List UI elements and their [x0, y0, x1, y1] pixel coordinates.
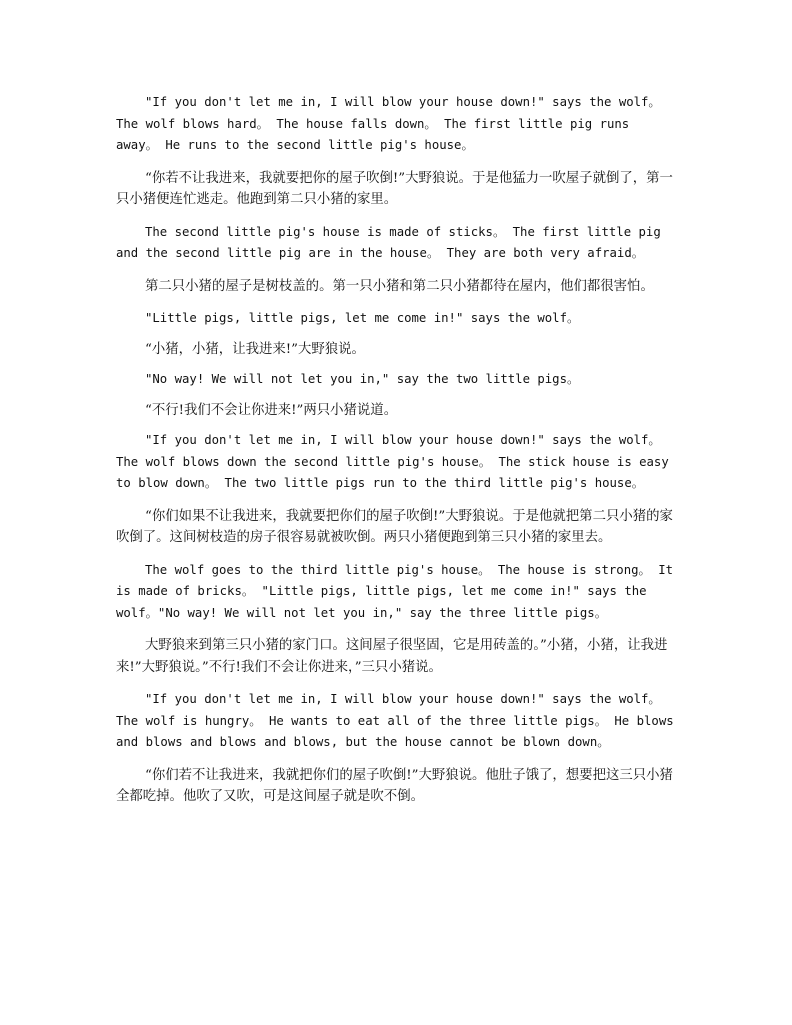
paragraph-zh-4: “不行!我们不会让你进来!”两只小猪说道。 [145, 402, 398, 418]
paragraph-zh-6: 大野狼来到第三只小猪的家门口。这间屋子很坚固，它是用砖盖的。”小猪，小猪，让我进来!”大野狼说。”不行!我们不会让你进来，”三只小猪说。 [116, 638, 668, 675]
paragraph-en-7: "If you don't let me in, I will blow your house down!" says the wolf。 The wolf is hungry。 He wants to eat all of the three little pigs。 He blows and blows and blows and blows, but the house cannot be blown down。 [116, 692, 674, 749]
document-page [116, 92, 676, 808]
paragraph-zh-3: “小猪，小猪，让我进来!”大野狼说。 [145, 341, 365, 357]
paragraph-en-3: "Little pigs, little pigs, let me come in!" says the wolf。 [145, 311, 580, 325]
paragraph-zh-1: “你若不让我进来，我就要把你的屋子吹倒!”大野狼说。于是他猛力一吹屋子就倒了，第一只小猪便连忙逃走。他跑到第二只小猪的家里。 [116, 170, 673, 207]
paragraph-zh-7: “你们若不让我进来，我就把你们的屋子吹倒!”大野狼说。他肚子饿了，想要把这三只小猪全都吃掉。他吹了又吹，可是这间屋子就是吹不倒。 [116, 767, 673, 804]
paragraph-en-5: "If you don't let me in, I will blow your house down!" says the wolf。 The wolf blows down the second little pig's house。 The stick house is easy to blow down。 The two little pigs run to the third little pig's house。 [116, 433, 669, 490]
paragraph-zh-5: “你们如果不让我进来，我就要把你们的屋子吹倒!”大野狼说。于是他就把第二只小猪的家吹倒了。这间树枝造的房子很容易就被吹倒。两只小猪便跑到第三只小猪的家里去。 [116, 508, 673, 545]
paragraph-en-2: The second little pig's house is made of sticks。 The first little pig and the second little pig are in the house。 They are both very afraid。 [116, 224, 661, 260]
paragraph-zh-2: 第二只小猪的屋子是树枝盖的。第一只小猪和第二只小猪都待在屋内，他们都很害怕。 [145, 278, 654, 294]
paragraph-en-4: "No way! We will not let you in," say the two little pigs。 [145, 372, 580, 386]
paragraph-en-6: The wolf goes to the third little pig's house。 The house is strong。 It is made of bricks。 "Little pigs, little pigs, let me come in!" says the wolf。"No way! We will not let you in," say the three little pigs。 [116, 562, 674, 620]
paragraph-en-1: "If you don't let me in, I will blow your house down!" says the wolf。 The wolf blows hard。 The house falls down。 The first little pig runs away。 He runs to the second little pig's house。 [116, 95, 661, 152]
